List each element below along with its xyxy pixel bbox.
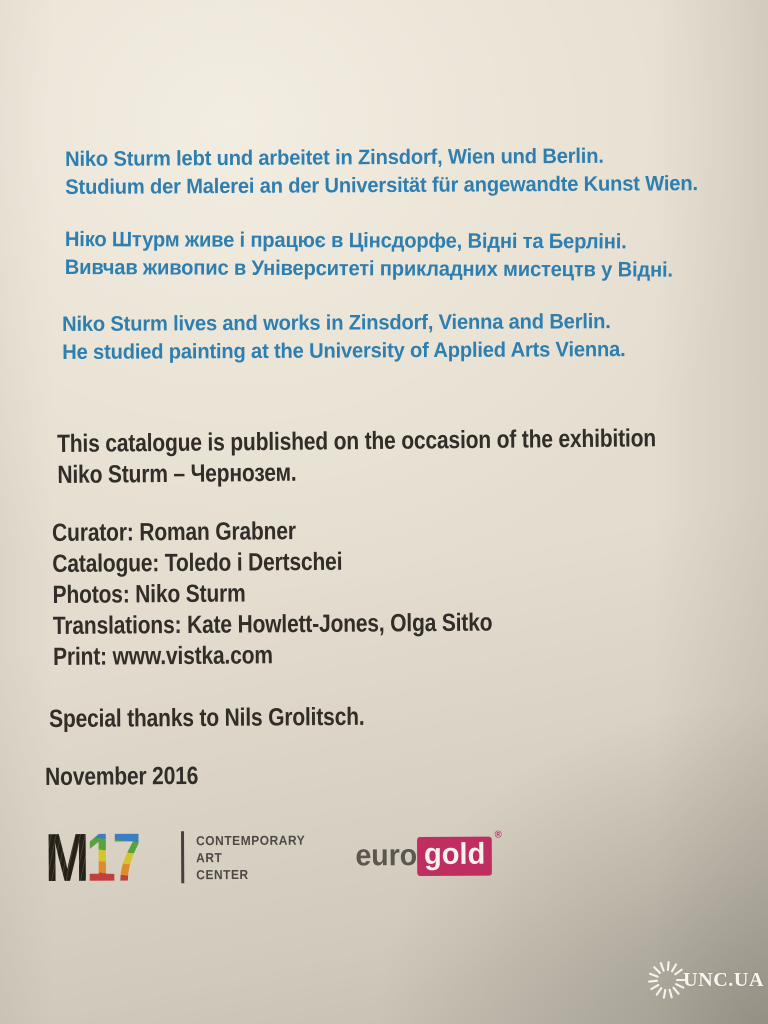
watermark-text: UNC.UA [683,968,764,991]
eurogold-euro-text: euro [355,839,418,873]
bio-ukrainian [65,226,740,285]
credits-list [52,513,655,673]
special-thanks-line: Special thanks to Nils Grolitsch. [49,702,365,733]
bio-english-line-1: Niko Sturm lives and works in Zinsdorf, Vienna and Berlin. [62,310,611,336]
publication-date-line: November 2016 [45,761,199,791]
credit-photos: Photos: Niko Sturm [52,579,246,609]
m17-logo [44,819,315,896]
publication-date [45,758,653,793]
credit-catalogue: Catalogue: Toledo i Dertschei [52,547,343,578]
bio-ukrainian-line-1: Ніко Штурм живе і працює в Цінсдорфе, Відні та Берліні. [64,227,627,254]
eurogold-gold-box [417,829,502,875]
bio-english-line-2: He studied painting at the University of Applied Arts Vienna. [62,338,626,364]
bio-german-line-2: Studium der Malerei an der Universität für angewandte Kunst Wien. [65,172,698,199]
m17-caption-line-1: CONTEMPORARY [196,832,306,848]
bio-german [65,142,740,202]
m17-caption-line-3: CENTER [196,866,250,882]
exhibition-note-line-1: This catalogue is published on the occasion of the exhibition [57,424,657,458]
bio-german-line-1: Niko Sturm lebt und arbeitet in Zinsdorf, Wien und Berlin. [65,144,604,171]
eurogold-logo [352,829,502,876]
m17-divider-line [181,831,184,883]
m17-wordmark [44,819,140,896]
credit-print: Print: www.vistka.com [52,641,273,671]
registered-trademark-icon: ® [494,829,502,841]
m17-caption [196,831,305,883]
credit-translations: Translations: Kate Howlett-Jones, Olga Sitko [52,608,493,640]
bio-english [62,307,740,367]
m17-letter-m: M [44,819,87,896]
exhibition-note-line-2: Niko Sturm – Чернозем. [57,458,297,489]
m17-caption-line-2: ART [196,849,223,865]
m17-number-17: 17 [86,819,140,896]
eurogold-gold-text: gold [423,837,486,871]
logos-row [44,819,768,896]
special-thanks [49,700,653,735]
bio-ukrainian-line-2: Вивчав живопис в Університеті прикладних мистецтв у Відні. [64,255,673,282]
credit-curator: Curator: Roman Grabner [52,517,296,547]
watermark [645,952,764,1008]
exhibition-note [57,423,655,491]
